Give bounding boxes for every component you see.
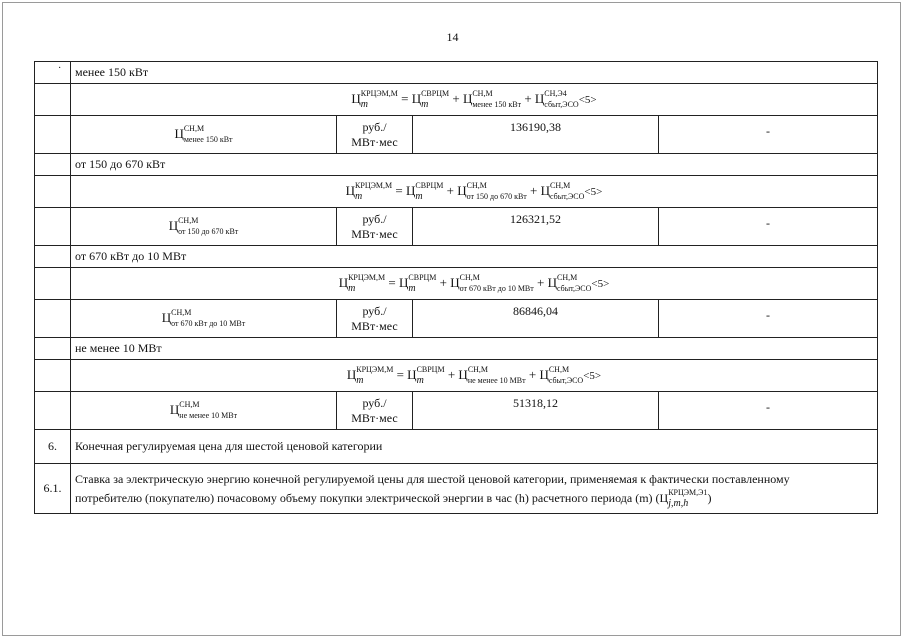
script-stack: КРЦЭМ,М m bbox=[348, 273, 386, 294]
script-stack: КРЦЭМ,М m bbox=[360, 89, 398, 110]
term-symbol: Ц СН,М от 150 до 670 кВт bbox=[71, 208, 337, 246]
group-label-row bbox=[35, 62, 878, 84]
script-stack: КРЦЭМ,М m bbox=[355, 181, 393, 202]
data-row bbox=[35, 300, 878, 338]
group-label: от 150 до 670 кВт bbox=[71, 154, 878, 176]
footnote-mark: <5> bbox=[583, 369, 602, 382]
section-6-1-row bbox=[35, 464, 878, 514]
number-cell bbox=[35, 268, 71, 300]
value-cell: 51318,12 bbox=[413, 392, 659, 430]
script-stack: СН,М сбыт,ЭСО bbox=[548, 365, 584, 385]
term-symbol: Ц СН,М менее 150 кВт bbox=[71, 116, 337, 154]
group-label-row bbox=[35, 338, 878, 360]
tariff-table bbox=[34, 61, 878, 514]
unit-cell: руб./ МВт·мес bbox=[337, 300, 413, 338]
dash-cell: - bbox=[659, 300, 878, 338]
scan-dot: · bbox=[58, 63, 62, 74]
number-cell bbox=[35, 154, 71, 176]
dash-cell: - bbox=[659, 208, 878, 246]
script-stack: СН,М сбыт,ЭСО bbox=[557, 273, 592, 293]
number-cell bbox=[35, 360, 71, 392]
data-row bbox=[35, 116, 878, 154]
footnote-mark: <5> bbox=[578, 93, 597, 106]
script-stack: СН,М не менее 10 МВт bbox=[467, 365, 526, 385]
script-stack: СН,М менее 150 кВт bbox=[183, 124, 233, 144]
section-number: 6. bbox=[35, 430, 71, 464]
group-label-row bbox=[35, 154, 878, 176]
script-stack: СН,М от 150 до 670 кВт bbox=[466, 181, 527, 201]
number-cell bbox=[35, 338, 71, 360]
script-stack: СН,М не менее 10 МВт bbox=[179, 400, 238, 420]
script-stack: СВРЦМ m bbox=[421, 89, 450, 110]
script-stack: СН,М от 150 до 670 кВт bbox=[178, 216, 239, 236]
value-cell: 136190,38 bbox=[413, 116, 659, 154]
group-label: от 670 кВт до 10 МВт bbox=[71, 246, 878, 268]
script-stack: КРЦЭМ,М m bbox=[356, 365, 394, 386]
value-cell: 86846,04 bbox=[413, 300, 659, 338]
formula-row bbox=[35, 360, 878, 392]
value-cell: 126321,52 bbox=[413, 208, 659, 246]
unit-cell: руб./ МВт·мес bbox=[337, 116, 413, 154]
term-symbol: Ц СН,М от 670 кВт до 10 МВт bbox=[71, 300, 337, 338]
price-formula: Ц КРЦЭМ,М m = Ц СВРЦМ m + Ц СН,М от 670 кВт до 10 МВт + Ц СН,М сбыт,ЭСО <5> bbox=[71, 268, 878, 300]
data-row bbox=[35, 392, 878, 430]
script-stack: СН,М от 670 кВт до 10 МВт bbox=[459, 273, 534, 293]
dash-cell: - bbox=[659, 392, 878, 430]
term-symbol: Ц СН,М не менее 10 МВт bbox=[71, 392, 337, 430]
page-number: 14 bbox=[446, 30, 459, 44]
formula-row bbox=[35, 176, 878, 208]
script-stack: СВРЦМ m bbox=[415, 181, 444, 202]
data-row bbox=[35, 208, 878, 246]
dash-cell: - bbox=[659, 116, 878, 154]
script-stack: СН,М сбыт,ЭСО bbox=[550, 181, 585, 201]
script-stack: СВРЦМ m bbox=[416, 365, 445, 386]
number-cell bbox=[35, 300, 71, 338]
number-cell bbox=[35, 246, 71, 268]
number-cell bbox=[35, 208, 71, 246]
group-label-row bbox=[35, 246, 878, 268]
price-formula: Ц КРЦЭМ,М m = Ц СВРЦМ m + Ц СН,М не менее 10 МВт + Ц СН,М сбыт,ЭСО <5> bbox=[71, 360, 878, 392]
number-cell bbox=[35, 84, 71, 116]
script-stack: СВРЦМ m bbox=[408, 273, 437, 294]
number-cell bbox=[35, 176, 71, 208]
number-cell bbox=[35, 392, 71, 430]
group-label: менее 150 кВт bbox=[71, 62, 878, 84]
number-cell bbox=[35, 116, 71, 154]
section-title: Конечная регулируемая цена для шестой ценовой категории bbox=[71, 430, 878, 464]
group-label: не менее 10 МВт bbox=[71, 338, 878, 360]
formula-row bbox=[35, 268, 878, 300]
unit-cell: руб./ МВт·мес bbox=[337, 392, 413, 430]
section-description: Ставка за электрическую энергию конечной регулируемой цены для шестой ценовой категории, применяемая к фактически поставленному потребителю (покупателю) почасовому объему покупки электрической энергии в час (h) расчетного периода (m) (Ц КРЦЭМ,Э1 j,m,h ) bbox=[71, 464, 878, 514]
section-6-row bbox=[35, 430, 878, 464]
footnote-mark: <5> bbox=[584, 185, 603, 198]
formula-row bbox=[35, 84, 878, 116]
unit-cell: руб./ МВт·мес bbox=[337, 208, 413, 246]
script-stack: КРЦЭМ,Э1 j,m,h bbox=[668, 487, 708, 509]
footnote-mark: <5> bbox=[591, 277, 610, 290]
script-stack: СН,Э4 сбыт,ЭСО bbox=[544, 89, 579, 109]
script-stack: СН,М от 670 кВт до 10 МВт bbox=[171, 308, 246, 328]
script-stack: СН,М менее 150 кВт bbox=[472, 89, 522, 109]
number-cell bbox=[35, 62, 71, 84]
price-formula: Ц КРЦЭМ,М m = Ц СВРЦМ m + Ц СН,М от 150 до 670 кВт + Ц СН,М сбыт,ЭСО <5> bbox=[71, 176, 878, 208]
section-number: 6.1. bbox=[35, 464, 71, 514]
price-formula: Ц КРЦЭМ,М m = Ц СВРЦМ m + Ц СН,М менее 150 кВт + Ц СН,Э4 сбыт,ЭСО <5> bbox=[71, 84, 878, 116]
